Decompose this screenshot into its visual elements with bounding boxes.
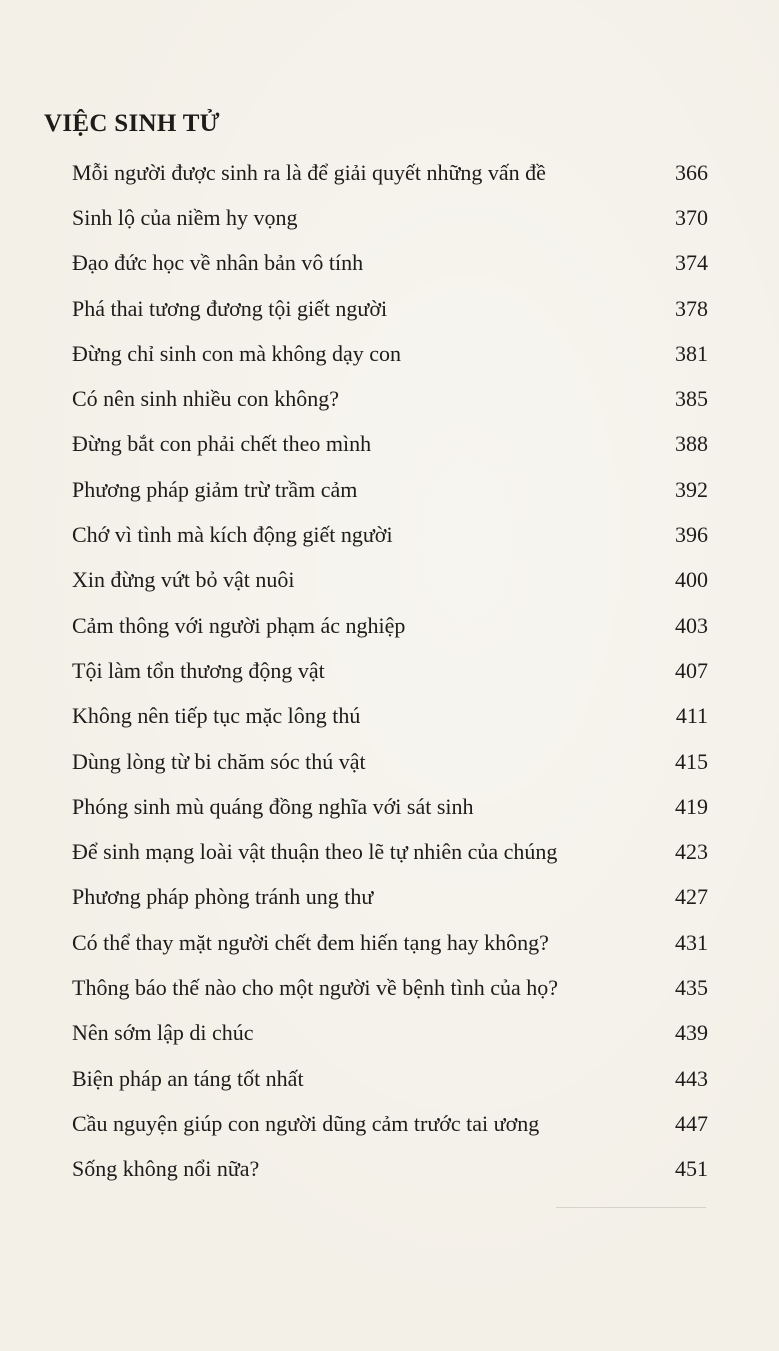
- toc-entry: [72, 875, 708, 920]
- toc-entry-page: 419: [675, 793, 708, 819]
- toc-entry-page: 400: [675, 567, 708, 593]
- toc-entry-page: 385: [675, 386, 708, 412]
- toc-entry: [72, 558, 708, 603]
- toc-entry-page: 451: [675, 1156, 708, 1182]
- toc-entry: [72, 784, 708, 829]
- toc-entry-title: Dùng lòng từ bi chăm sóc thú vật: [72, 748, 366, 774]
- toc-entry: [72, 920, 708, 965]
- toc-entry-title: Nên sớm lập di chúc: [72, 1020, 254, 1046]
- toc-entry-title: Đừng bắt con phải chết theo mình: [72, 431, 372, 457]
- toc-entry-page: 447: [675, 1110, 708, 1136]
- toc-entry-title: Phóng sinh mù quáng đồng nghĩa với sát sinh: [72, 793, 474, 819]
- toc-entry-page: 370: [675, 204, 708, 230]
- toc-entry-title: Để sinh mạng loài vật thuận theo lẽ tự nhiên của chúng: [72, 839, 558, 865]
- toc-entry: [72, 195, 708, 240]
- toc-entry: [72, 965, 708, 1010]
- toc-entry: [72, 376, 708, 421]
- toc-entry-title: Cảm thông với người phạm ác nghiệp: [72, 612, 406, 638]
- toc-entry-title: Sinh lộ của niềm hy vọng: [72, 204, 298, 230]
- toc-entry: [72, 603, 708, 648]
- toc-entry-title: Không nên tiếp tục mặc lông thú: [72, 703, 361, 729]
- toc-entry: [72, 1101, 708, 1146]
- bleed-through-rule: [556, 1207, 706, 1208]
- toc-entry-page: 396: [675, 522, 708, 548]
- toc-entry-title: Phá thai tương đương tội giết người: [72, 295, 388, 321]
- toc-entry-title: Có nên sinh nhiều con không?: [72, 386, 340, 412]
- toc-entry-page: 443: [675, 1065, 708, 1091]
- toc-entry-page: 378: [675, 295, 708, 321]
- toc-entry-page: 388: [675, 431, 708, 457]
- toc-entry: [72, 829, 708, 874]
- toc-entry-title: Phương pháp giảm trừ trầm cảm: [72, 476, 358, 502]
- toc-entry-title: Đừng chỉ sinh con mà không dạy con: [72, 340, 402, 366]
- toc-entry: [72, 241, 708, 286]
- toc-entry-title: Tội làm tổn thương động vật: [72, 657, 325, 683]
- toc-entry: [72, 1056, 708, 1101]
- toc-entry-page: 435: [675, 974, 708, 1000]
- toc-entry: [72, 422, 708, 467]
- toc-entry: [72, 1147, 708, 1192]
- toc-entry-title: Đạo đức học về nhân bản vô tính: [72, 250, 364, 276]
- toc-entry: [72, 648, 708, 693]
- toc-entry-title: Chớ vì tình mà kích động giết người: [72, 522, 393, 548]
- toc-entry-title: Mỗi người được sinh ra là để giải quyết những vấn đề: [72, 159, 546, 185]
- toc-entry: [72, 331, 708, 376]
- toc-entry-page: 411: [675, 703, 708, 729]
- toc-entry-page: 381: [675, 340, 708, 366]
- toc-entry-page: 439: [675, 1020, 708, 1046]
- toc-entry-title: Sống không nổi nữa?: [72, 1156, 260, 1182]
- toc-entry-page: 392: [675, 476, 708, 502]
- toc-entry: [72, 512, 708, 557]
- toc-entry-title: Có thể thay mặt người chết đem hiến tạng hay không?: [72, 929, 549, 955]
- toc-entry: [72, 467, 708, 512]
- section-heading: VIỆC SINH TỬ: [44, 110, 220, 137]
- toc-entry-page: 431: [675, 929, 708, 955]
- table-of-contents: [72, 150, 708, 1192]
- toc-entry-page: 403: [675, 612, 708, 638]
- toc-entry-page: 374: [675, 250, 708, 276]
- toc-entry: [72, 150, 708, 195]
- toc-entry: [72, 286, 708, 331]
- toc-entry: [72, 739, 708, 784]
- toc-entry-page: 423: [675, 839, 708, 865]
- toc-entry: [72, 694, 708, 739]
- toc-entry-page: 427: [675, 884, 708, 910]
- toc-entry-page: 366: [675, 159, 708, 185]
- toc-entry-title: Phương pháp phòng tránh ung thư: [72, 884, 374, 910]
- toc-entry-page: 407: [675, 657, 708, 683]
- toc-entry-title: Cầu nguyện giúp con người dũng cảm trước tai ương: [72, 1110, 540, 1136]
- toc-entry-title: Thông báo thế nào cho một người về bệnh tình của họ?: [72, 974, 559, 1000]
- toc-entry-title: Biện pháp an táng tốt nhất: [72, 1065, 304, 1091]
- toc-entry: [72, 1011, 708, 1056]
- toc-entry-title: Xin đừng vứt bỏ vật nuôi: [72, 567, 295, 593]
- toc-entry-page: 415: [675, 748, 708, 774]
